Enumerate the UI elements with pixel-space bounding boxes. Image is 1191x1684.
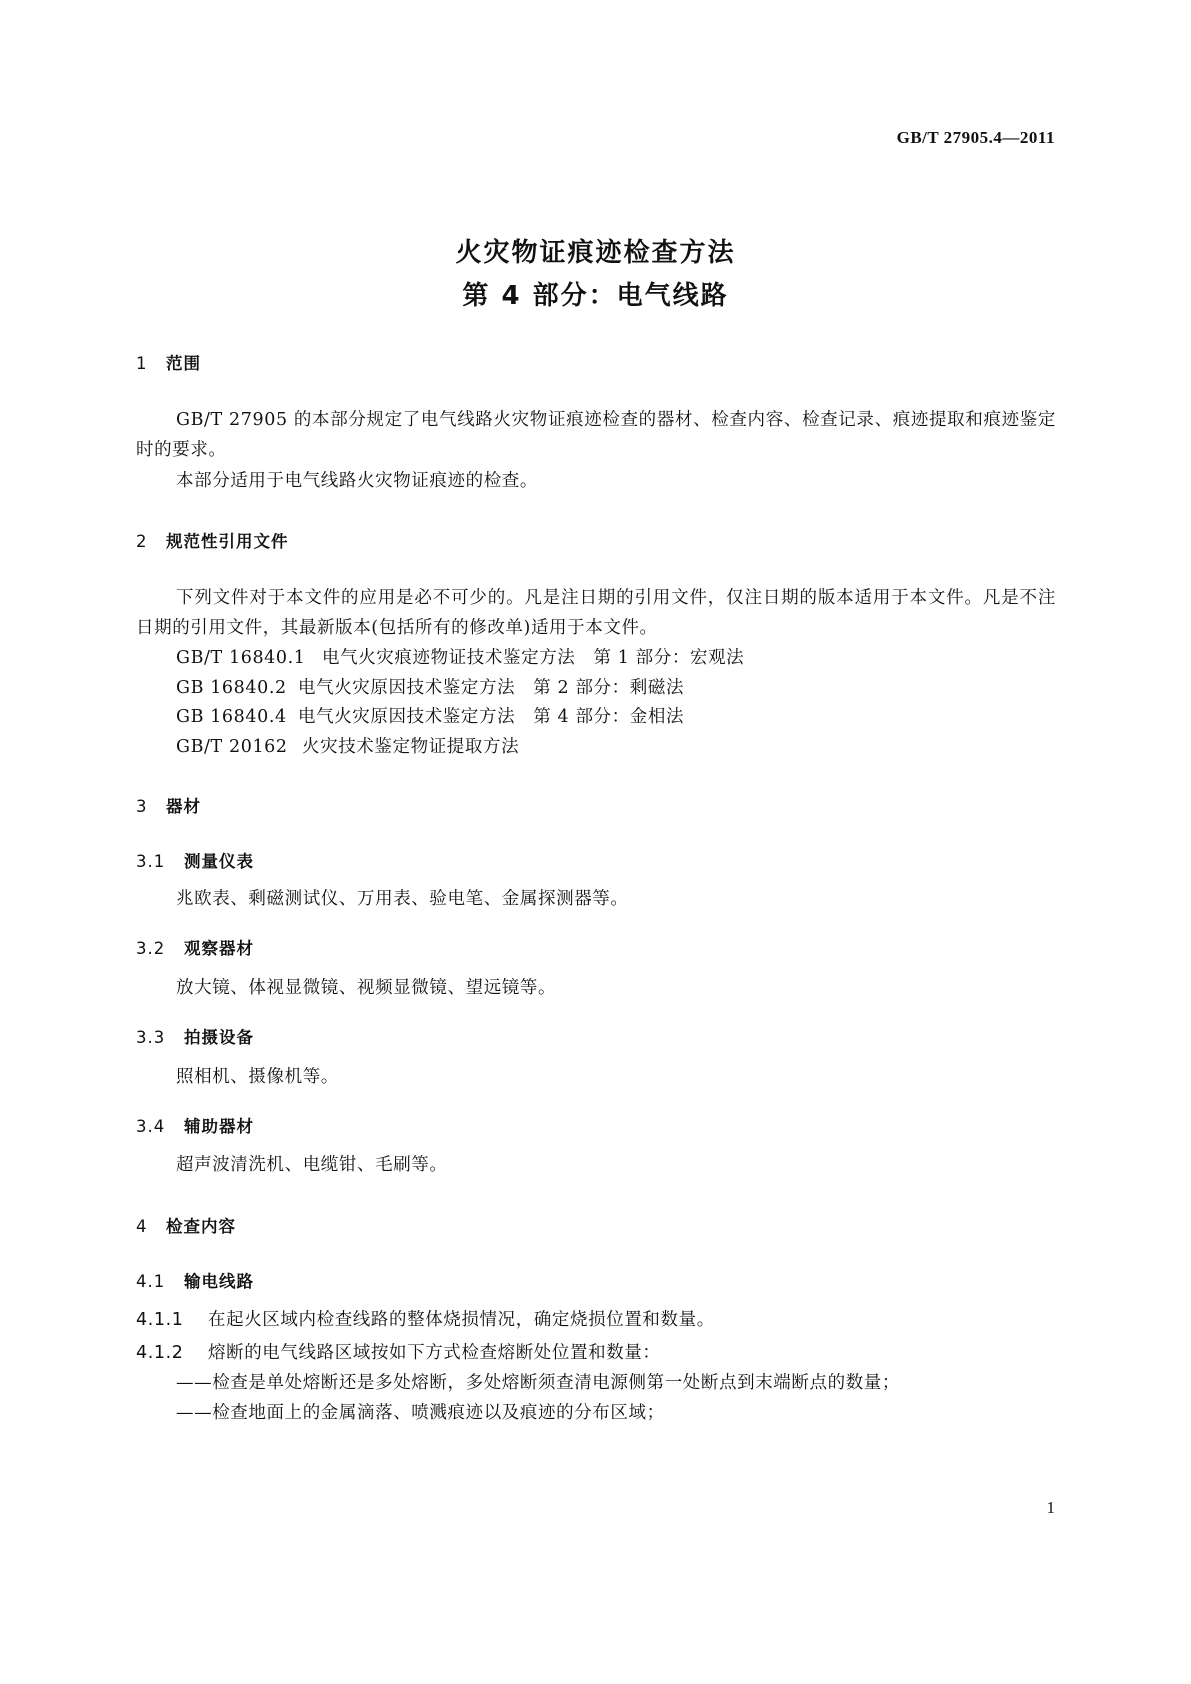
reference-title: 火灾技术鉴定物证提取方法	[302, 737, 520, 757]
scope-applicability: 本部分适用于电气线路火灾物证痕迹的检查。	[176, 471, 538, 491]
section-heading-3	[136, 793, 201, 817]
reference-item	[176, 702, 684, 732]
clause-text: 在起火区域内检查线路的整体烧损情况，确定烧损位置和数量。	[208, 1310, 715, 1330]
subsection-heading-3-1	[136, 848, 254, 872]
dash-list-item: ——检查地面上的金属滴落、喷溅痕迹以及痕迹的分布区域；	[176, 1403, 665, 1423]
subsection-title: 拍摄设备	[184, 1028, 254, 1047]
subsection-heading-3-3	[136, 1024, 254, 1048]
reference-code: GB/T 20162	[176, 737, 288, 757]
reference-item	[176, 673, 684, 703]
subsection-text: 超声波清洗机、电缆钳、毛刷等。	[176, 1155, 448, 1175]
subsection-number: 3.1	[136, 852, 166, 871]
subsection-heading-4-1	[136, 1268, 254, 1292]
subsection-title: 输电线路	[184, 1272, 254, 1291]
section-title: 规范性引用文件	[166, 532, 289, 551]
section-heading-2	[136, 528, 289, 552]
subsection-heading-3-2	[136, 935, 254, 959]
reference-title: 电气火灾原因技术鉴定方法 第 2 部分：剩磁法	[298, 678, 685, 698]
subsection-title: 测量仪表	[184, 852, 254, 871]
subsection-text: 放大镜、体视显微镜、视频显微镜、望远镜等。	[176, 978, 557, 998]
section-heading-1	[136, 350, 201, 374]
reference-code: GB 16840.2	[176, 678, 287, 698]
standard-code: GB/T 27905.4—2011	[896, 128, 1055, 147]
normative-references-paragraph: 下列文件对于本文件的应用是必不可少的。凡是注日期的引用文件，仅注日期的版本适用于本文件。凡是不注日期的引用文件，其最新版本(包括所有的修改单)适用于本文件。	[136, 588, 1056, 638]
section-number: 1	[136, 354, 148, 373]
section-title: 器材	[166, 797, 201, 816]
clause-number: 4.1.2	[136, 1343, 184, 1363]
reference-item	[176, 643, 744, 673]
section-number: 2	[136, 532, 148, 551]
subsection-heading-3-4	[136, 1113, 254, 1137]
section-number: 4	[136, 1217, 148, 1236]
page-number: 1	[1046, 1498, 1055, 1517]
section-number: 3	[136, 797, 148, 816]
subsection-title: 辅助器材	[184, 1117, 254, 1136]
clause-text: 熔断的电气线路区域按如下方式检查熔断处位置和数量：	[208, 1343, 661, 1363]
subsection-title: 观察器材	[184, 939, 254, 958]
subsection-text: 照相机、摄像机等。	[176, 1067, 339, 1087]
subsection-text: 兆欧表、剩磁测试仪、万用表、验电笔、金属探测器等。	[176, 889, 629, 909]
reference-title: 电气火灾原因技术鉴定方法 第 4 部分：金相法	[298, 707, 685, 727]
subsection-number: 3.2	[136, 939, 166, 958]
section-title: 范围	[166, 354, 201, 373]
subsection-number: 3.4	[136, 1117, 166, 1136]
section-heading-4	[136, 1213, 236, 1237]
document-subtitle: 第 4 部分：电气线路	[462, 281, 729, 311]
subsection-number: 4.1	[136, 1272, 166, 1291]
reference-code: GB/T 16840.1	[176, 648, 306, 668]
clause-4-1-2	[136, 1339, 661, 1364]
reference-item	[176, 732, 519, 762]
section-title: 检查内容	[166, 1217, 236, 1236]
scope-paragraph: GB/T 27905 的本部分规定了电气线路火灾物证痕迹检查的器材、检查内容、检查记录、痕迹提取和痕迹鉴定时的要求。	[136, 410, 1056, 460]
clause-number: 4.1.1	[136, 1310, 184, 1330]
clause-4-1-1	[136, 1306, 715, 1331]
reference-code: GB 16840.4	[176, 707, 287, 727]
dash-list-item: ——检查是单处熔断还是多处熔断，多处熔断须查清电源侧第一处断点到末端断点的数量；	[176, 1373, 900, 1393]
subsection-number: 3.3	[136, 1028, 166, 1047]
document-title: 火灾物证痕迹检查方法	[455, 238, 736, 268]
reference-title: 电气火灾痕迹物证技术鉴定方法 第 1 部分：宏观法	[322, 648, 745, 668]
